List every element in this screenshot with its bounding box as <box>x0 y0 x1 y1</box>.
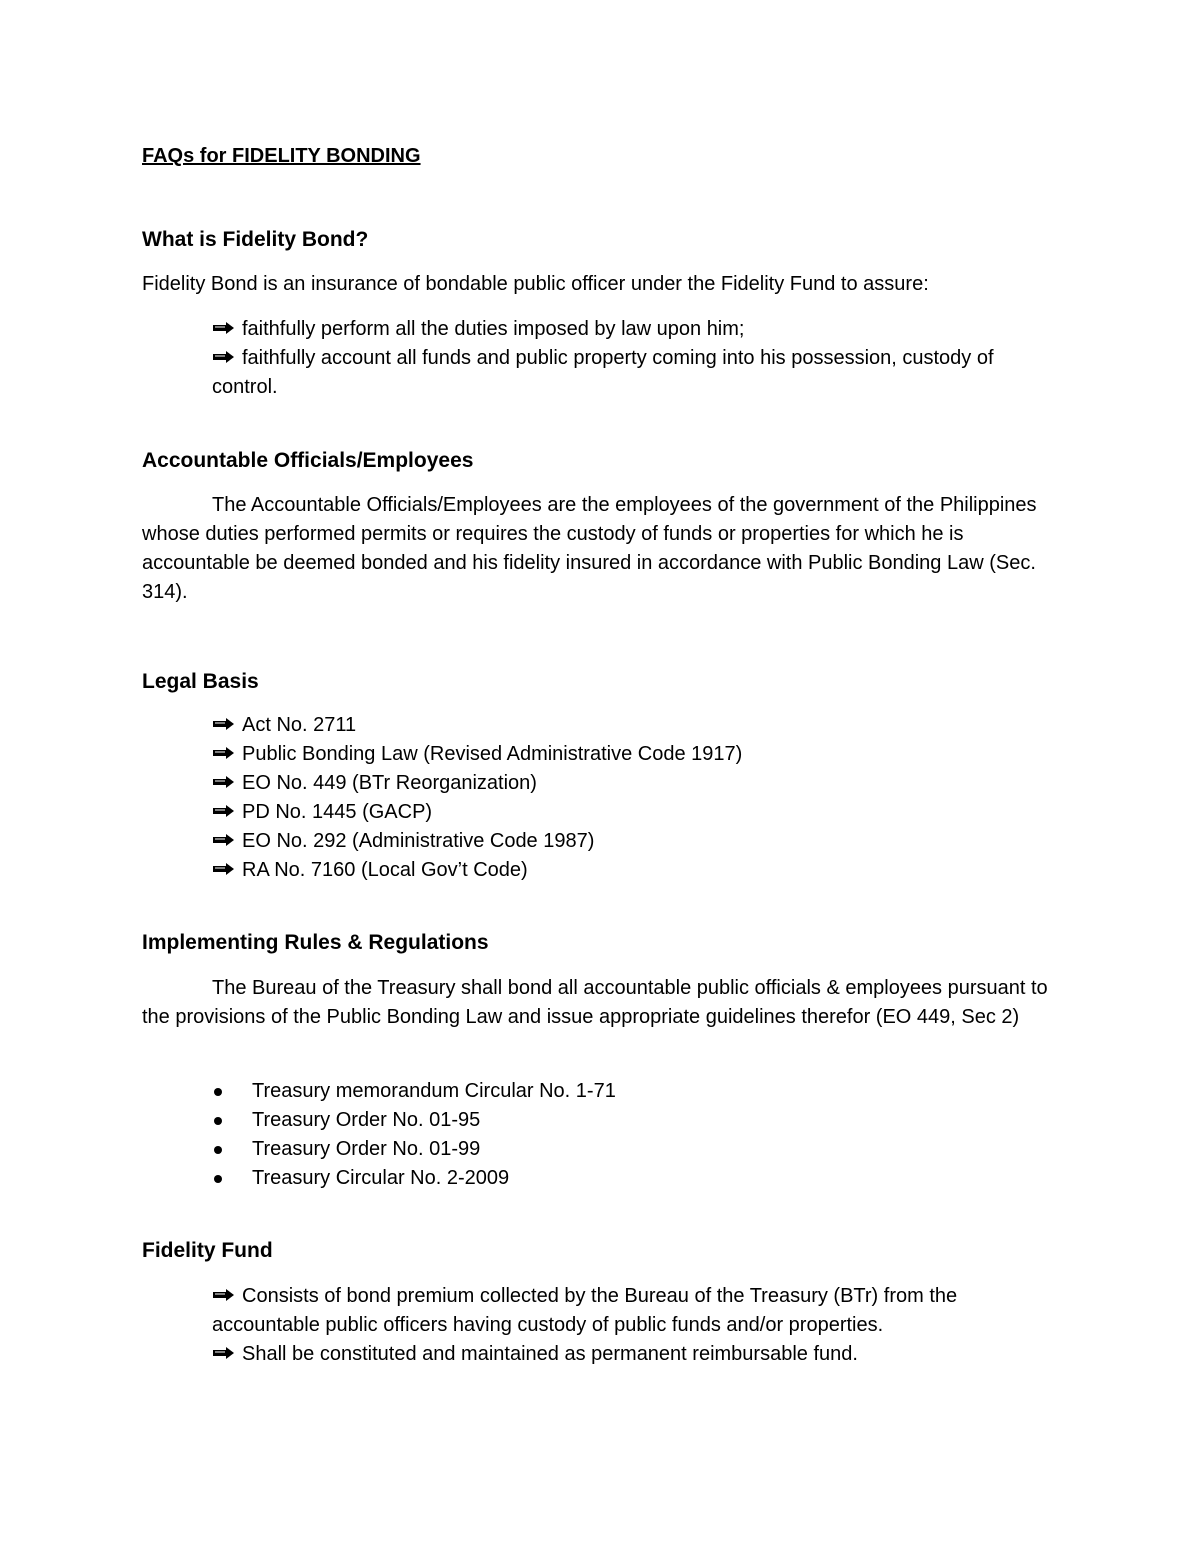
list-item-text: faithfully account all funds and public property coming into his possession, custody of control. <box>212 347 994 398</box>
arrow-bullet-icon <box>212 321 235 335</box>
list-item <box>142 798 1050 827</box>
irr-list <box>142 1077 1050 1193</box>
arrow-bullet-icon <box>212 717 235 731</box>
heading-fidelity-fund: Fidelity Fund <box>142 1239 273 1262</box>
list-item <box>142 1106 1050 1135</box>
heading-implementing-rules: Implementing Rules & Regulations <box>142 931 489 954</box>
list-item-text: PD No. 1445 (GACP) <box>242 801 433 823</box>
arrow-bullet-icon <box>212 746 235 760</box>
list-item <box>142 1077 1050 1106</box>
list-item <box>142 344 1050 402</box>
list-item <box>142 740 1050 769</box>
list-item-text: Consists of bond premium collected by the Bureau of the Treasury (BTr) from the accountable public officers having custody of public funds and/or properties. <box>212 1285 958 1336</box>
arrow-bullet-icon <box>212 350 235 364</box>
accountable-body: The Accountable Officials/Employees are the employees of the government of the Philippines whose duties performed permits or requires the custody of funds or properties for which he is accountable be deemed bonded and his fidelity insured in accordance with Public Bonding Law (Sec. 314). <box>142 494 1037 603</box>
list-item-text: Treasury Order No. 01-95 <box>252 1109 481 1131</box>
arrow-bullet-icon <box>212 775 235 789</box>
heading-what-is-fidelity-bond: What is Fidelity Bond? <box>142 228 369 251</box>
what-is-intro: Fidelity Bond is an insurance of bondable public officer under the Fidelity Fund to assure: <box>142 273 929 295</box>
legal-basis-list <box>142 711 1050 885</box>
list-item-text: Treasury memorandum Circular No. 1-71 <box>252 1080 616 1102</box>
list-item-text: Treasury Order No. 01-99 <box>252 1138 481 1160</box>
list-item <box>142 769 1050 798</box>
document-title: FAQs for FIDELITY BONDING <box>142 145 421 167</box>
list-item-text: Shall be constituted and maintained as permanent reimbursable fund. <box>242 1343 858 1365</box>
list-item-text: Treasury Circular No. 2-2009 <box>252 1167 510 1189</box>
arrow-bullet-icon <box>212 833 235 847</box>
heading-accountable-officials: Accountable Officials/Employees <box>142 449 474 472</box>
arrow-bullet-icon <box>212 862 235 876</box>
list-item <box>142 1340 1050 1369</box>
list-item-text: RA No. 7160 (Local Gov’t Code) <box>242 859 528 881</box>
list-item-text: EO No. 292 (Administrative Code 1987) <box>242 830 595 852</box>
list-item <box>142 315 1050 344</box>
list-item <box>142 711 1050 740</box>
heading-legal-basis: Legal Basis <box>142 670 259 693</box>
list-item <box>142 1164 1050 1193</box>
list-item <box>142 1135 1050 1164</box>
list-item-text: Public Bonding Law (Revised Administrative Code 1917) <box>242 743 743 765</box>
fidelity-fund-list <box>142 1282 1050 1369</box>
list-item-text: EO No. 449 (BTr Reorganization) <box>242 772 537 794</box>
list-item-text: Act No. 2711 <box>242 714 357 736</box>
what-is-list <box>142 315 1050 402</box>
arrow-bullet-icon <box>212 804 235 818</box>
arrow-bullet-icon <box>212 1346 235 1360</box>
list-item <box>142 856 1050 885</box>
list-item <box>142 1282 1050 1340</box>
irr-body: The Bureau of the Treasury shall bond all accountable public officials & employees pursuant to the provisions of the Public Bonding Law and issue appropriate guidelines therefor (EO 449, Sec 2) <box>142 977 1048 1028</box>
arrow-bullet-icon <box>212 1288 235 1302</box>
list-item <box>142 827 1050 856</box>
list-item-text: faithfully perform all the duties imposed by law upon him; <box>242 318 745 340</box>
